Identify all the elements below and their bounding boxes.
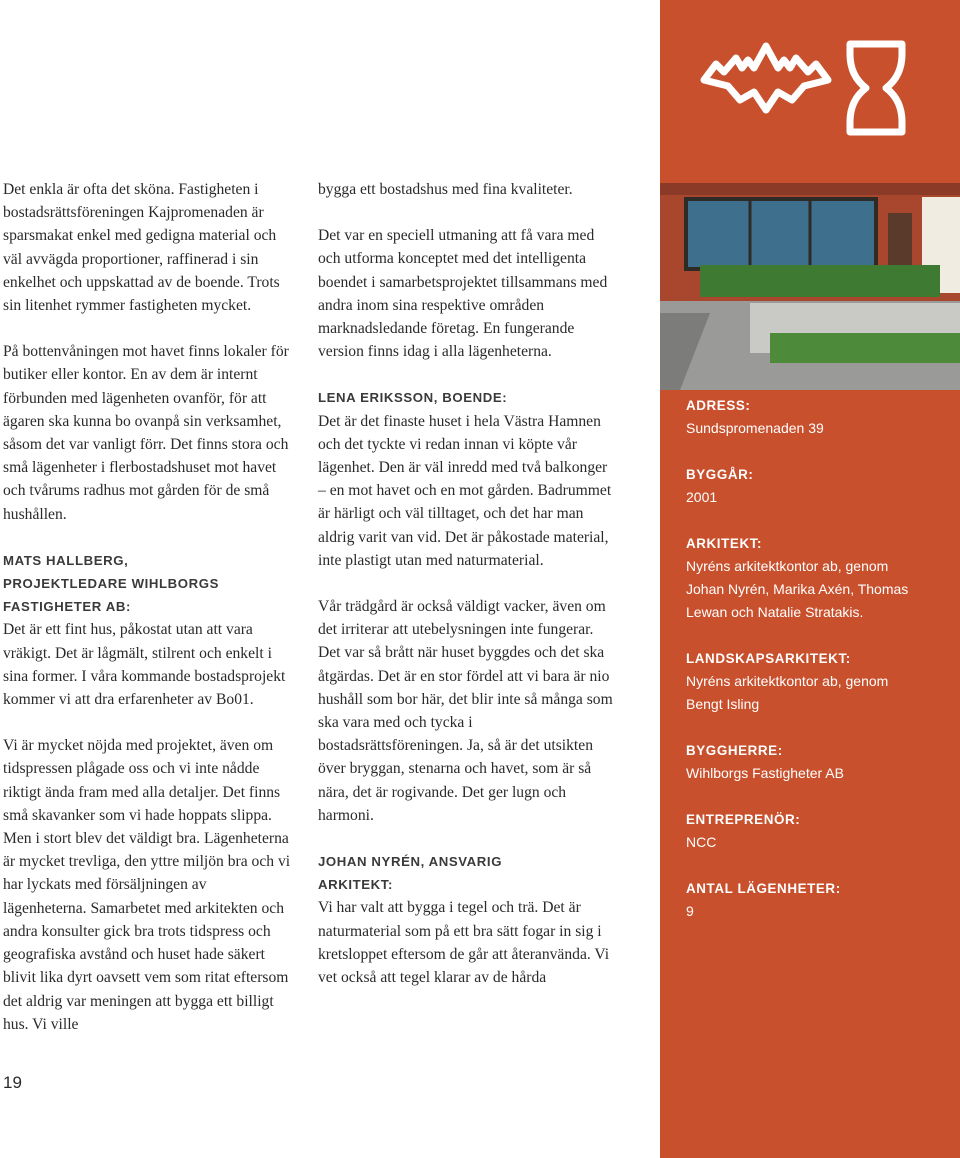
- quote-paragraph: Det är ett fint hus, påkostat utan att vara vräkigt. Det är lågmält, stilrent och enkelt i sina former. I våra kommande bostadsprojekt kommer vi att dra erfarenheter av Bo01.: [3, 621, 286, 709]
- fact-label: BYGGHERRE:: [686, 743, 783, 758]
- page-number: 19: [3, 1073, 22, 1092]
- interview-heading-lena-eriksson: LENA ERIKSSON, BOENDE:: [318, 390, 508, 406]
- body-paragraph: bygga ett bostadshus med fina kvaliteter.: [318, 181, 573, 198]
- bat-and-hourglass-logo: [696, 38, 916, 138]
- text-column-2: [318, 178, 618, 1012]
- fact-label: ENTREPRENÖR:: [686, 812, 801, 827]
- text-column-1: [3, 178, 293, 1059]
- fact-label: ARKITEKT:: [686, 536, 763, 551]
- quote-paragraph: Vår trädgård är också väldigt vacker, även om det irriterar att utebelysningen inte fungerar. Det var så brått när huset byggdes och det ska åtgärdas. Det är en stor fördel att vi bara är nio hushåll som bor här, det blir inte så många som ska vara med och tycka i bostadsrättsföreningen. Ja, så är det utsikten över bryggan, stenarna och havet, som är så nära, det är rogivande. Det ger lugn och harmoni.: [318, 598, 613, 824]
- fact-value: Nyréns arkitektkontor ab, genom Bengt Isling: [686, 673, 889, 712]
- fact-year-built: [686, 463, 946, 509]
- fact-address: [686, 394, 946, 440]
- fact-landscape-architect: [686, 647, 946, 716]
- quote-paragraph: Det är det finaste huset i hela Västra Hamnen och det tyckte vi redan innan vi köpte vår lägenhet. Den är väl inredd med två balkonger – en mot havet och en mot gården. Badrummet är härligt och väl tilltaget, och det har man aldrig varit van vid. Det är påkostade material, inte plastigt utan med naturmaterial.: [318, 412, 612, 569]
- fact-architect: [686, 532, 946, 624]
- fact-value: NCC: [686, 834, 717, 850]
- building-photo: [660, 183, 960, 390]
- fact-contractor: [686, 808, 946, 854]
- fact-label: BYGGÅR:: [686, 467, 754, 482]
- fact-label: LANDSKAPSARKITEKT:: [686, 651, 851, 666]
- quote-paragraph: Vi är mycket nöjda med projektet, även om tidspressen plågade oss och vi inte nådde riktigt ända fram med alla detaljer. Det finns små skavanker som vi hade hoppats slippa. Men i stort blev det väldigt bra. Lägenheterna är mycket trevliga, den yttre miljön bra och vi har lyckats med försäljningen av lägenheterna. Samarbetet med arkitekten och andra konsulter gick bra trots tidspress och geografiska avstånd och huset hade säkert blivit lika dyrt oavsett vem som ritat eftersom det aldrig var meningen att bygga ett billigt hus. Vi ville: [3, 737, 291, 1033]
- interview-heading-mats-hallberg: MATS HALLBERG, PROJEKTLEDARE WIHLBORGS FASTIGHETER AB:: [3, 552, 220, 615]
- fact-developer: [686, 739, 946, 785]
- fact-value: Nyréns arkitektkontor ab, genom Johan Nyrén, Marika Axén, Thomas Lewan och Natalie Stratakis.: [686, 558, 909, 620]
- fact-label: ANTAL LÄGENHETER:: [686, 881, 841, 896]
- fact-list: [686, 394, 946, 946]
- fact-label: ADRESS:: [686, 398, 751, 413]
- fact-value: Wihlborgs Fastigheter AB: [686, 765, 844, 781]
- fact-value: 9: [686, 903, 694, 919]
- fact-number-of-apartments: [686, 877, 946, 923]
- fact-sidebar: [660, 0, 960, 1158]
- interview-heading-johan-nyren: JOHAN NYRÉN, ANSVARIG ARKITEKT:: [318, 854, 503, 893]
- body-paragraph: Det var en speciell utmaning att få vara med och utforma konceptet med det intelligenta boendet i samarbetsprojektet tillsammans med andra inom sina respektive områden marknadsledande företag. En fungerande version finns idag i alla lägenheterna.: [318, 227, 608, 361]
- fact-value: Sundspromenaden 39: [686, 420, 824, 436]
- intro-paragraph: Det enkla är ofta det sköna. Fastigheten i bostadsrättsföreningen Kajpromenaden är sparsmakat enkel med gedigna material och väl avvägda proportioner, raffinerad i sin enkelhet och uppskattad av de boende. Trots sin litenhet rymmer fastigheten mycket.: [3, 181, 280, 315]
- quote-paragraph: Vi har valt att bygga i tegel och trä. Det är naturmaterial som på ett bra sätt fogar in sig i kretsloppet eftersom de går att återanvända. Vi vet också att tegel klarar av de hårda: [318, 899, 610, 987]
- body-paragraph: På bottenvåningen mot havet finns lokaler för butiker eller kontor. En av dem är internt förbunden med lägenheten ovanför, för att ägaren ska kunna bo ovanpå sin verksamhet, såsom det var vanligt förr. Det finns stora och små lägenheter i flerbostadshuset mot havet och tvårums radhus mot gården för de små hushållen.: [3, 343, 289, 523]
- fact-value: 2001: [686, 489, 718, 505]
